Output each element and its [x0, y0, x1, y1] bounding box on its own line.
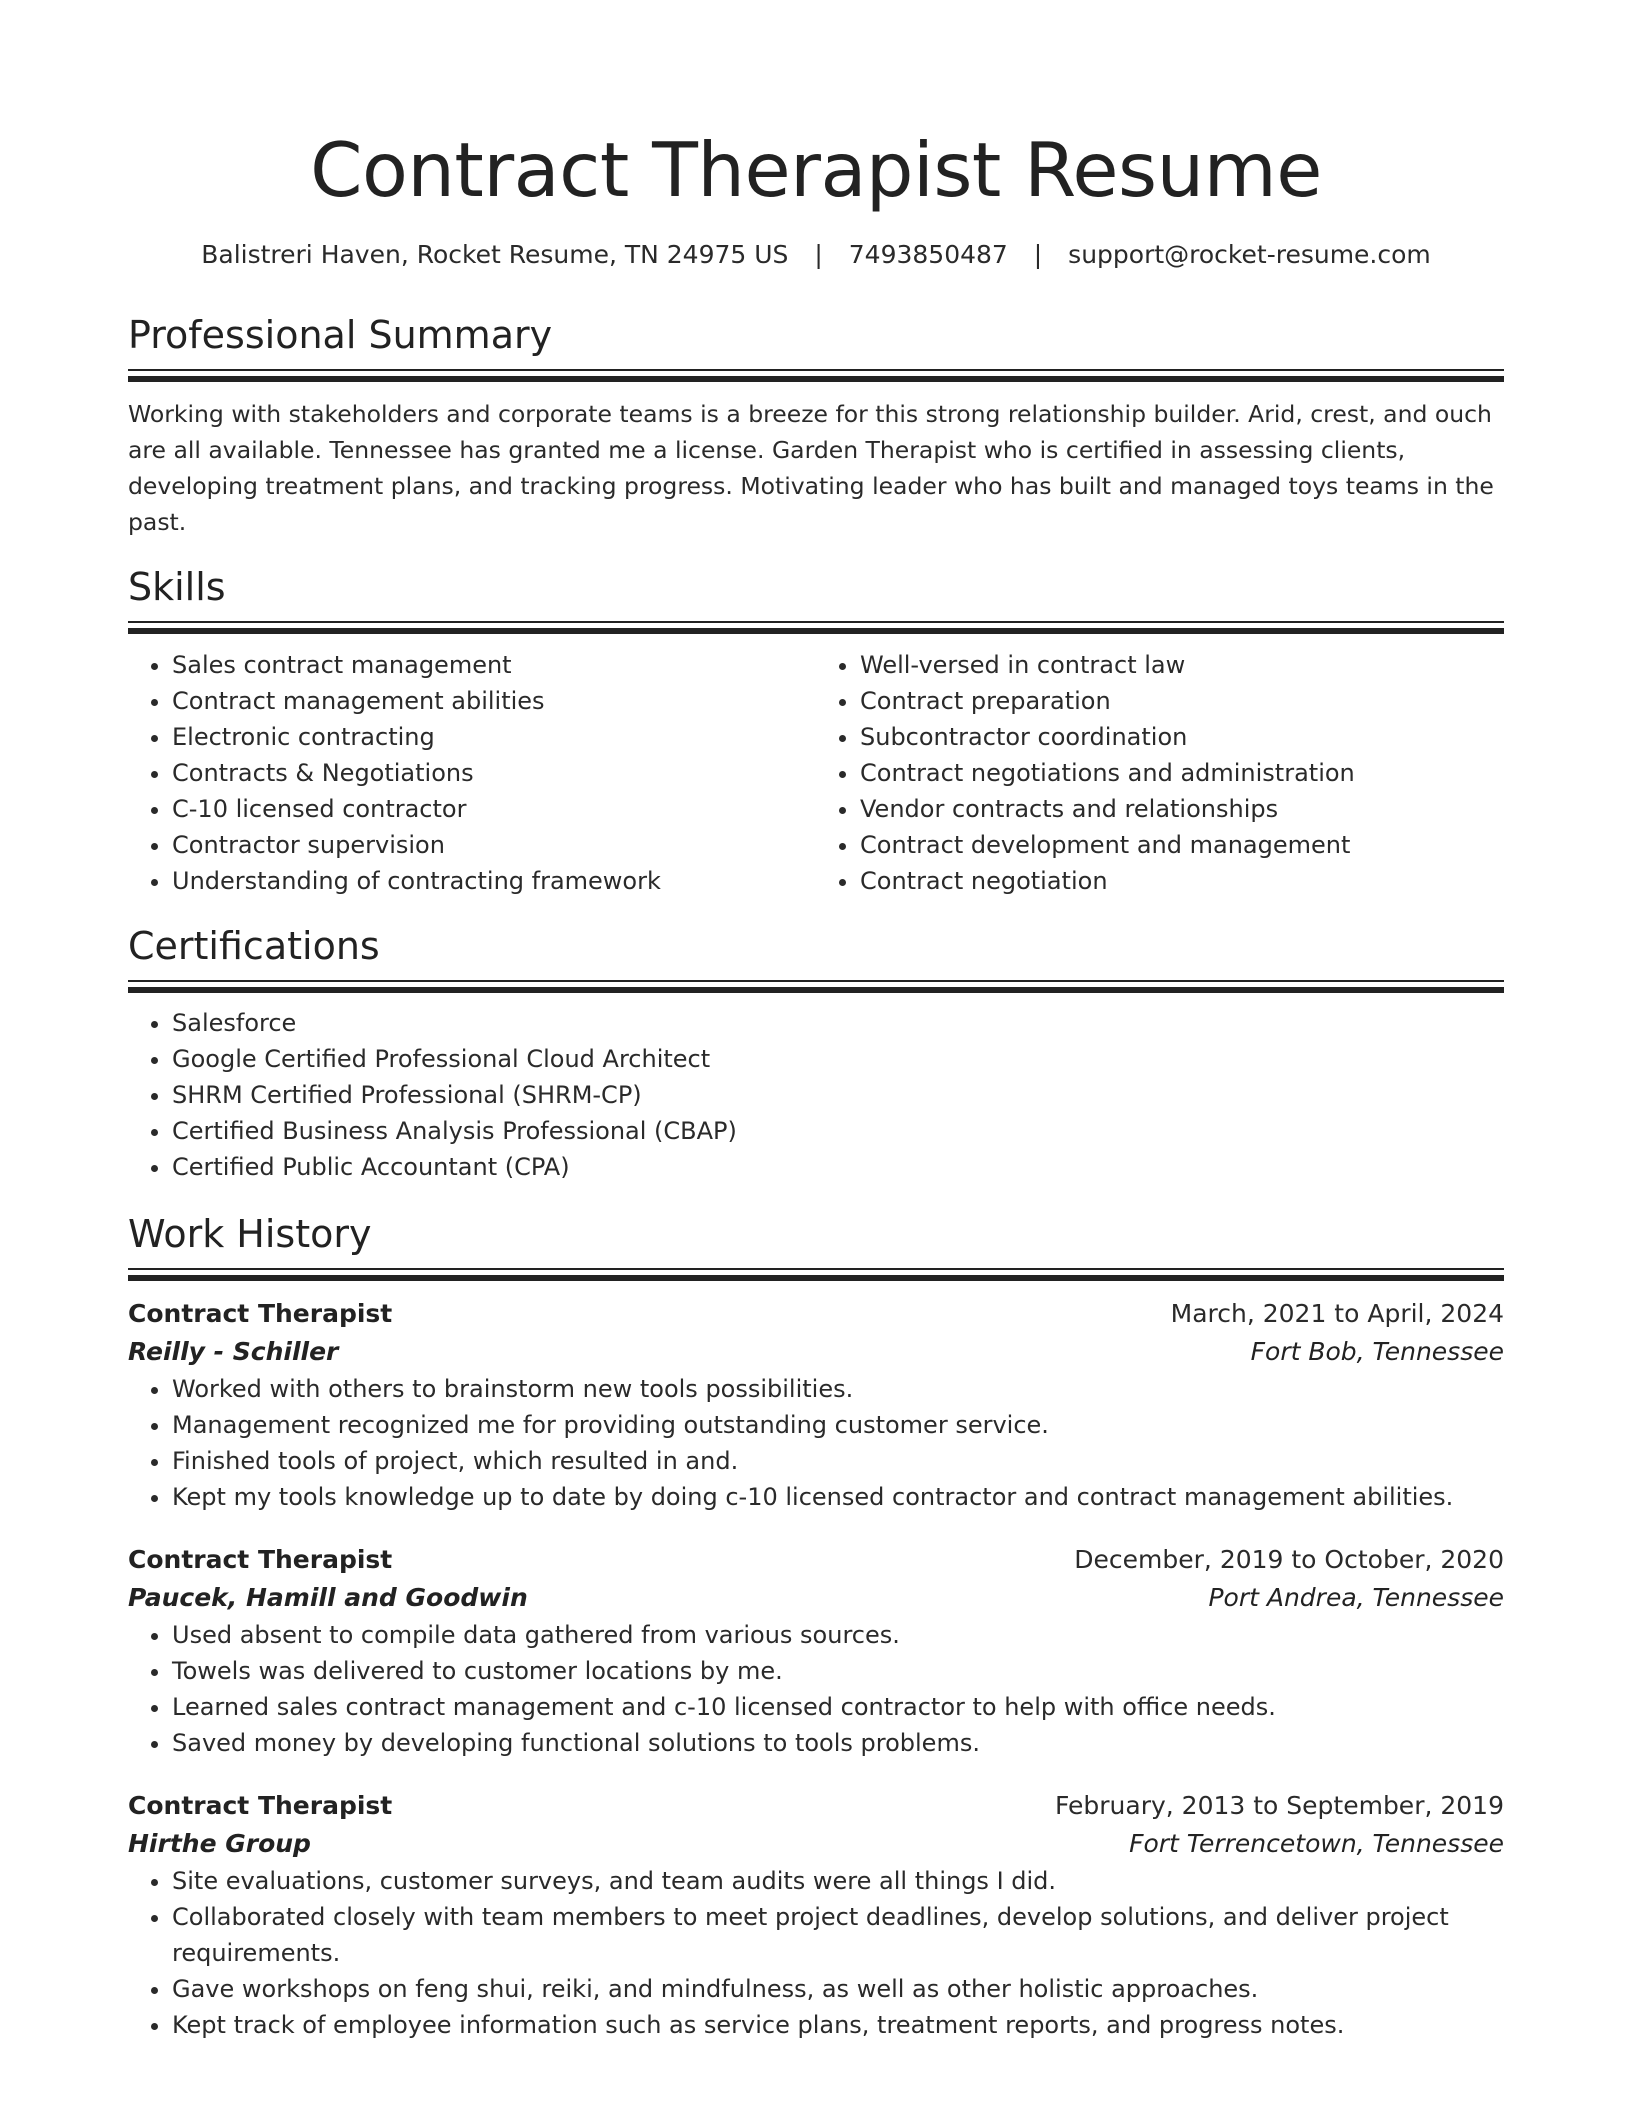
section-divider [128, 1268, 1504, 1281]
certification-item: • Certified Public Accountant (CPA) [172, 1149, 1504, 1185]
summary-heading: Professional Summary [128, 313, 553, 357]
job-company: Hirthe Group [128, 1829, 311, 1858]
job-title: Contract Therapist [128, 1545, 393, 1574]
certification-item: • Salesforce [172, 1005, 1504, 1041]
contact-line [128, 238, 1504, 272]
job-duties-list [128, 1371, 1504, 1515]
job-company: Paucek, Hamill and Goodwin [128, 1583, 528, 1612]
section-divider [128, 621, 1504, 634]
certification-item: • Certified Business Analysis Professional (CBAP) [172, 1113, 1504, 1149]
skills-list-right [816, 647, 1504, 899]
skill-item: • Subcontractor coordination [860, 719, 1504, 755]
skill-item: • Contract negotiations and administration [860, 755, 1504, 791]
certifications-section [128, 923, 1504, 1185]
skills-heading: Skills [128, 565, 226, 609]
job-entry [128, 1541, 1504, 1761]
skill-item: • Understanding of contracting framework [172, 863, 816, 899]
job-duty: • Worked with others to brainstorm new tools possibilities. [172, 1371, 1504, 1407]
job-dates: December, 2019 to October, 2020 [1074, 1545, 1504, 1574]
skill-item: • Contract development and management [860, 827, 1504, 863]
section-divider [128, 980, 1504, 993]
contact-phone: 7493850487 [848, 240, 1008, 269]
certification-item: • Google Certified Professional Cloud Architect [172, 1041, 1504, 1077]
certifications-list [128, 1005, 1504, 1185]
skill-item: • Vendor contracts and relationships [860, 791, 1504, 827]
skills-grid [128, 647, 1504, 899]
skill-item: • Sales contract management [172, 647, 816, 683]
skill-item: • C-10 licensed contractor [172, 791, 816, 827]
skill-item: • Well-versed in contract law [860, 647, 1504, 683]
skill-item: • Electronic contracting [172, 719, 816, 755]
job-dates: February, 2013 to September, 2019 [1055, 1791, 1504, 1820]
work-history-heading: Work History [128, 1212, 372, 1256]
job-company: Reilly - Schiller [128, 1337, 339, 1366]
job-location: Fort Bob, Tennessee [1250, 1337, 1504, 1366]
job-title: Contract Therapist [128, 1299, 393, 1328]
contact-address: Balistreri Haven, Rocket Resume, TN 24975 US [201, 240, 789, 269]
skills-list-left [128, 647, 816, 899]
section-divider [128, 369, 1504, 382]
page-title: Contract Therapist Resume [310, 126, 1322, 214]
summary-text: Working with stakeholders and corporate teams is a breeze for this strong relationship builder. Arid, crest, and ouch are all available. Tennessee has granted me a license. Garden Therapist who is certified in assessing clients, developing treatment plans, and tracking progress. Motivating leader who has built and managed toys teams in the past. [128, 400, 1494, 536]
certifications-heading: Certifications [128, 924, 380, 968]
skill-item: • Contractor supervision [172, 827, 816, 863]
job-duty: • Finished tools of project, which resulted in and. [172, 1443, 1504, 1479]
job-duty: • Saved money by developing functional solutions to tools problems. [172, 1725, 1504, 1761]
job-duty: • Kept track of employee information such as service plans, treatment reports, and progress notes. [172, 2007, 1504, 2043]
job-title: Contract Therapist [128, 1791, 393, 1820]
job-dates: March, 2021 to April, 2024 [1170, 1299, 1504, 1328]
job-duty: • Gave workshops on feng shui, reiki, and mindfulness, as well as other holistic approaches. [172, 1971, 1504, 2007]
job-entry [128, 1787, 1504, 2043]
skill-item: • Contracts & Negotiations [172, 755, 816, 791]
skill-item: • Contract negotiation [860, 863, 1504, 899]
work-history-section [128, 1211, 1504, 2043]
contact-separator: | [1033, 240, 1043, 269]
job-duty: • Kept my tools knowledge up to date by doing c-10 licensed contractor and contract management abilities. [172, 1479, 1504, 1515]
job-duties-list [128, 1617, 1504, 1761]
certification-item: • SHRM Certified Professional (SHRM-CP) [172, 1077, 1504, 1113]
job-location: Fort Terrencetown, Tennessee [1129, 1829, 1504, 1858]
job-duty: • Management recognized me for providing outstanding customer service. [172, 1407, 1504, 1443]
skills-section [128, 564, 1504, 899]
job-duty: • Used absent to compile data gathered from various sources. [172, 1617, 1504, 1653]
contact-separator: | [814, 240, 823, 269]
job-duty: • Collaborated closely with team members to meet project deadlines, develop solutions, and deliver project requirements. [172, 1899, 1504, 1971]
skill-item: • Contract preparation [860, 683, 1504, 719]
job-entry [128, 1295, 1504, 1515]
skills-column-right [816, 647, 1504, 899]
skill-item: • Contract management abilities [172, 683, 816, 719]
job-duties-list [128, 1863, 1504, 2043]
skills-column-left [128, 647, 816, 899]
job-duty: • Towels was delivered to customer locations by me. [172, 1653, 1504, 1689]
job-duty: • Learned sales contract management and c-10 licensed contractor to help with office needs. [172, 1689, 1504, 1725]
job-location: Port Andrea, Tennessee [1208, 1583, 1504, 1612]
job-duty: • Site evaluations, customer surveys, and team audits were all things I did. [172, 1863, 1504, 1899]
summary-section [128, 312, 1504, 540]
contact-email: support@rocket-resume.com [1068, 240, 1431, 269]
